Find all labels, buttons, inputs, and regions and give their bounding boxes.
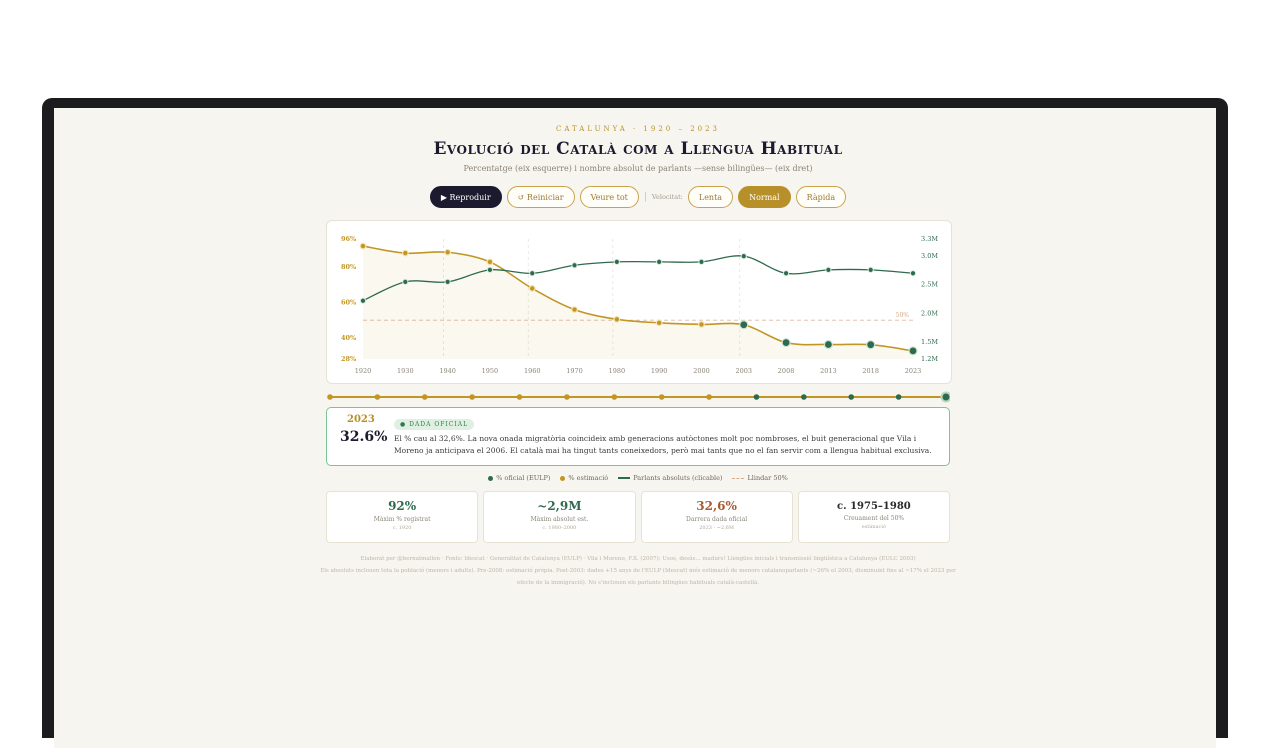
timeline-stop[interactable]: [659, 394, 665, 400]
info-year: 2023: [347, 414, 375, 425]
timeline-stop[interactable]: [848, 394, 854, 400]
percent-point: [572, 307, 578, 313]
absolute-point: [572, 263, 577, 268]
timeline-stop[interactable]: [754, 394, 760, 400]
page-subtitle: Percentatge (eix esquerre) i nombre absolut de parlants —sense bilingües— (eix dret): [463, 164, 813, 173]
legend-official: % oficial (EULP): [488, 474, 550, 482]
y-left-tick: 96%: [341, 235, 357, 243]
stat-sub: c. 1920: [392, 525, 412, 531]
stat-card: [798, 491, 950, 543]
y-left-tick: 40%: [341, 333, 357, 342]
stat-value: c. 1975–1980: [837, 501, 911, 512]
percent-point: [824, 341, 832, 349]
footer-line: efecte de la immigració). No s'inclouen els parlants bilingües habituals català-castellà.: [516, 580, 760, 586]
stat-label: Màxim % registrat: [373, 516, 431, 523]
absolute-point: [741, 254, 746, 259]
percent-point: [445, 249, 451, 255]
timeline-stop[interactable]: [422, 394, 428, 400]
stat-sub: estimació: [861, 524, 886, 530]
speed-fast-button[interactable]: Ràpida: [796, 186, 847, 208]
chart-page: [320, 108, 956, 586]
x-tick: 1930: [397, 367, 414, 375]
play-button[interactable]: ▶ Reproduir: [430, 186, 502, 208]
absolute-point: [699, 259, 704, 264]
y-right-tick: 2.0M: [921, 309, 938, 318]
percent-point: [699, 322, 705, 328]
info-percentage: 32.6%: [340, 429, 388, 445]
x-tick: 1940: [439, 367, 456, 375]
x-tick: 1960: [523, 367, 541, 375]
y-right-tick: 3.0M: [921, 252, 938, 261]
x-tick: 1920: [354, 367, 372, 375]
stat-label: Màxim absolut est.: [530, 516, 589, 523]
footer-notes: [316, 553, 960, 589]
page-title: Evolució del Català com a Llengua Habitual: [433, 139, 843, 159]
threshold-label: 50%: [895, 312, 909, 320]
absolute-point: [445, 279, 450, 284]
app-screen: [54, 108, 1216, 748]
stat-card: [483, 491, 635, 543]
x-tick: 2013: [820, 367, 837, 375]
y-left-tick: 28%: [341, 355, 357, 363]
gold-dot-icon: [560, 476, 565, 481]
restart-button[interactable]: ↺ Reiniciar: [507, 186, 575, 208]
stat-value: 32,6%: [696, 499, 737, 513]
y-right-tick: 1.2M: [921, 355, 938, 363]
speed-normal-button[interactable]: Normal: [738, 186, 791, 208]
y-right-tick: 1.5M: [921, 337, 938, 346]
timeline-slider[interactable]: [326, 389, 950, 403]
chart-legend: [326, 474, 950, 482]
playback-controls: [326, 186, 950, 208]
percent-point: [909, 347, 917, 355]
absolute-point: [487, 267, 492, 272]
speed-label: Velocitat:: [651, 193, 683, 201]
stat-label: Creuament del 50%: [843, 515, 905, 522]
x-tick: 1950: [481, 367, 499, 375]
timeline-stop[interactable]: [896, 394, 902, 400]
stat-card: [641, 491, 793, 543]
chart-card: [326, 220, 952, 384]
percent-point: [360, 243, 366, 249]
percent-point: [487, 259, 493, 265]
y-right-tick: 2.5M: [921, 280, 938, 289]
absolute-point: [614, 259, 619, 264]
timeline-stop[interactable]: [942, 393, 951, 402]
timeline-stop[interactable]: [612, 394, 618, 400]
line-chart: [327, 221, 951, 383]
percent-point: [403, 250, 409, 256]
stat-sub: 2023 · ~2,6M: [699, 525, 734, 531]
stat-card: [326, 491, 478, 543]
x-tick: 2023: [904, 367, 922, 375]
absolute-point: [530, 271, 535, 276]
y-right-tick: 3.3M: [921, 235, 938, 243]
divider: |: [643, 192, 647, 202]
footer-line: Elaborat per @bernatmallen · Fonts: Idescat · Generalitat de Catalunya (EULP) · Vila i Moreno, F.X. (2007): Usos, desús... madurs! Llengües inicials i transmissió lingüística a Catalunya (EULC 2003): [360, 556, 916, 562]
official-data-badge: ● DADA OFICIAL: [394, 419, 474, 430]
percent-point: [740, 321, 748, 329]
timeline-stop[interactable]: [801, 394, 807, 400]
x-tick: 1990: [650, 367, 668, 375]
timeline-stop[interactable]: [517, 394, 523, 400]
timeline-stop[interactable]: [706, 394, 712, 400]
year-info-panel: [326, 407, 950, 466]
percent-point: [529, 286, 535, 292]
absolute-point: [403, 279, 408, 284]
view-all-button[interactable]: Veure tot: [580, 186, 639, 208]
dashed-line-icon: [732, 478, 744, 479]
absolute-point: [657, 259, 662, 264]
x-tick: 1980: [608, 367, 626, 375]
stat-value: ~2,9M: [537, 499, 582, 513]
x-tick: 2003: [735, 367, 753, 375]
stats-row: [326, 491, 950, 543]
green-line-icon: [618, 477, 630, 479]
stat-value: 92%: [388, 499, 417, 513]
percent-point: [614, 316, 620, 322]
absolute-point: [910, 271, 915, 276]
timeline-stop[interactable]: [375, 394, 381, 400]
info-text: El % cau al 32,6%. La nova onada migratòria coincideix amb generacions autòctones molt poc nombroses, el buit generacional que Vila i Moreno ja anticipava el 2006. El català mai ha tingut tants coneixedors, però mai tants que no el fan servir com a llengua habitual exclusiva.: [394, 434, 932, 455]
legend-estimate: % estimació: [560, 474, 608, 482]
absolute-point: [826, 267, 831, 272]
eyebrow: CATALUNYA · 1920 – 2023: [555, 125, 721, 133]
x-tick: 2018: [862, 367, 879, 375]
footer-line: Els absoluts inclouen tota la població (menors i adults). Pre-2008: estimació pròpia. Post-2003: dades +15 anys de l'EULP (Idescat) més estimació de menors catalanoparlants (~26% el 2003, disminuint fins al ~17% el 2023 per: [320, 568, 956, 574]
y-left-tick: 60%: [341, 298, 357, 307]
legend-threshold: Llindar 50%: [732, 474, 787, 482]
stat-label: Darrera dada oficial: [686, 516, 748, 523]
absolute-point: [783, 271, 788, 276]
absolute-point: [868, 267, 873, 272]
stat-sub: c. 1980–2000: [542, 525, 577, 531]
x-tick: 1970: [566, 367, 583, 375]
percent-point: [867, 341, 875, 349]
x-tick: 2008: [777, 367, 795, 375]
green-dot-icon: [488, 476, 493, 481]
monitor-frame: [42, 98, 1228, 738]
timeline-stop[interactable]: [469, 394, 475, 400]
absolute-point: [360, 298, 365, 303]
y-left-tick: 80%: [341, 263, 357, 272]
percent-point: [656, 320, 662, 326]
percent-point: [782, 339, 790, 347]
x-tick: 2000: [693, 367, 710, 375]
speed-slow-button[interactable]: Lenta: [688, 186, 733, 208]
timeline-stop[interactable]: [327, 394, 333, 400]
timeline-stop[interactable]: [564, 394, 570, 400]
legend-absolute[interactable]: Parlants absoluts (clicable): [618, 474, 722, 482]
